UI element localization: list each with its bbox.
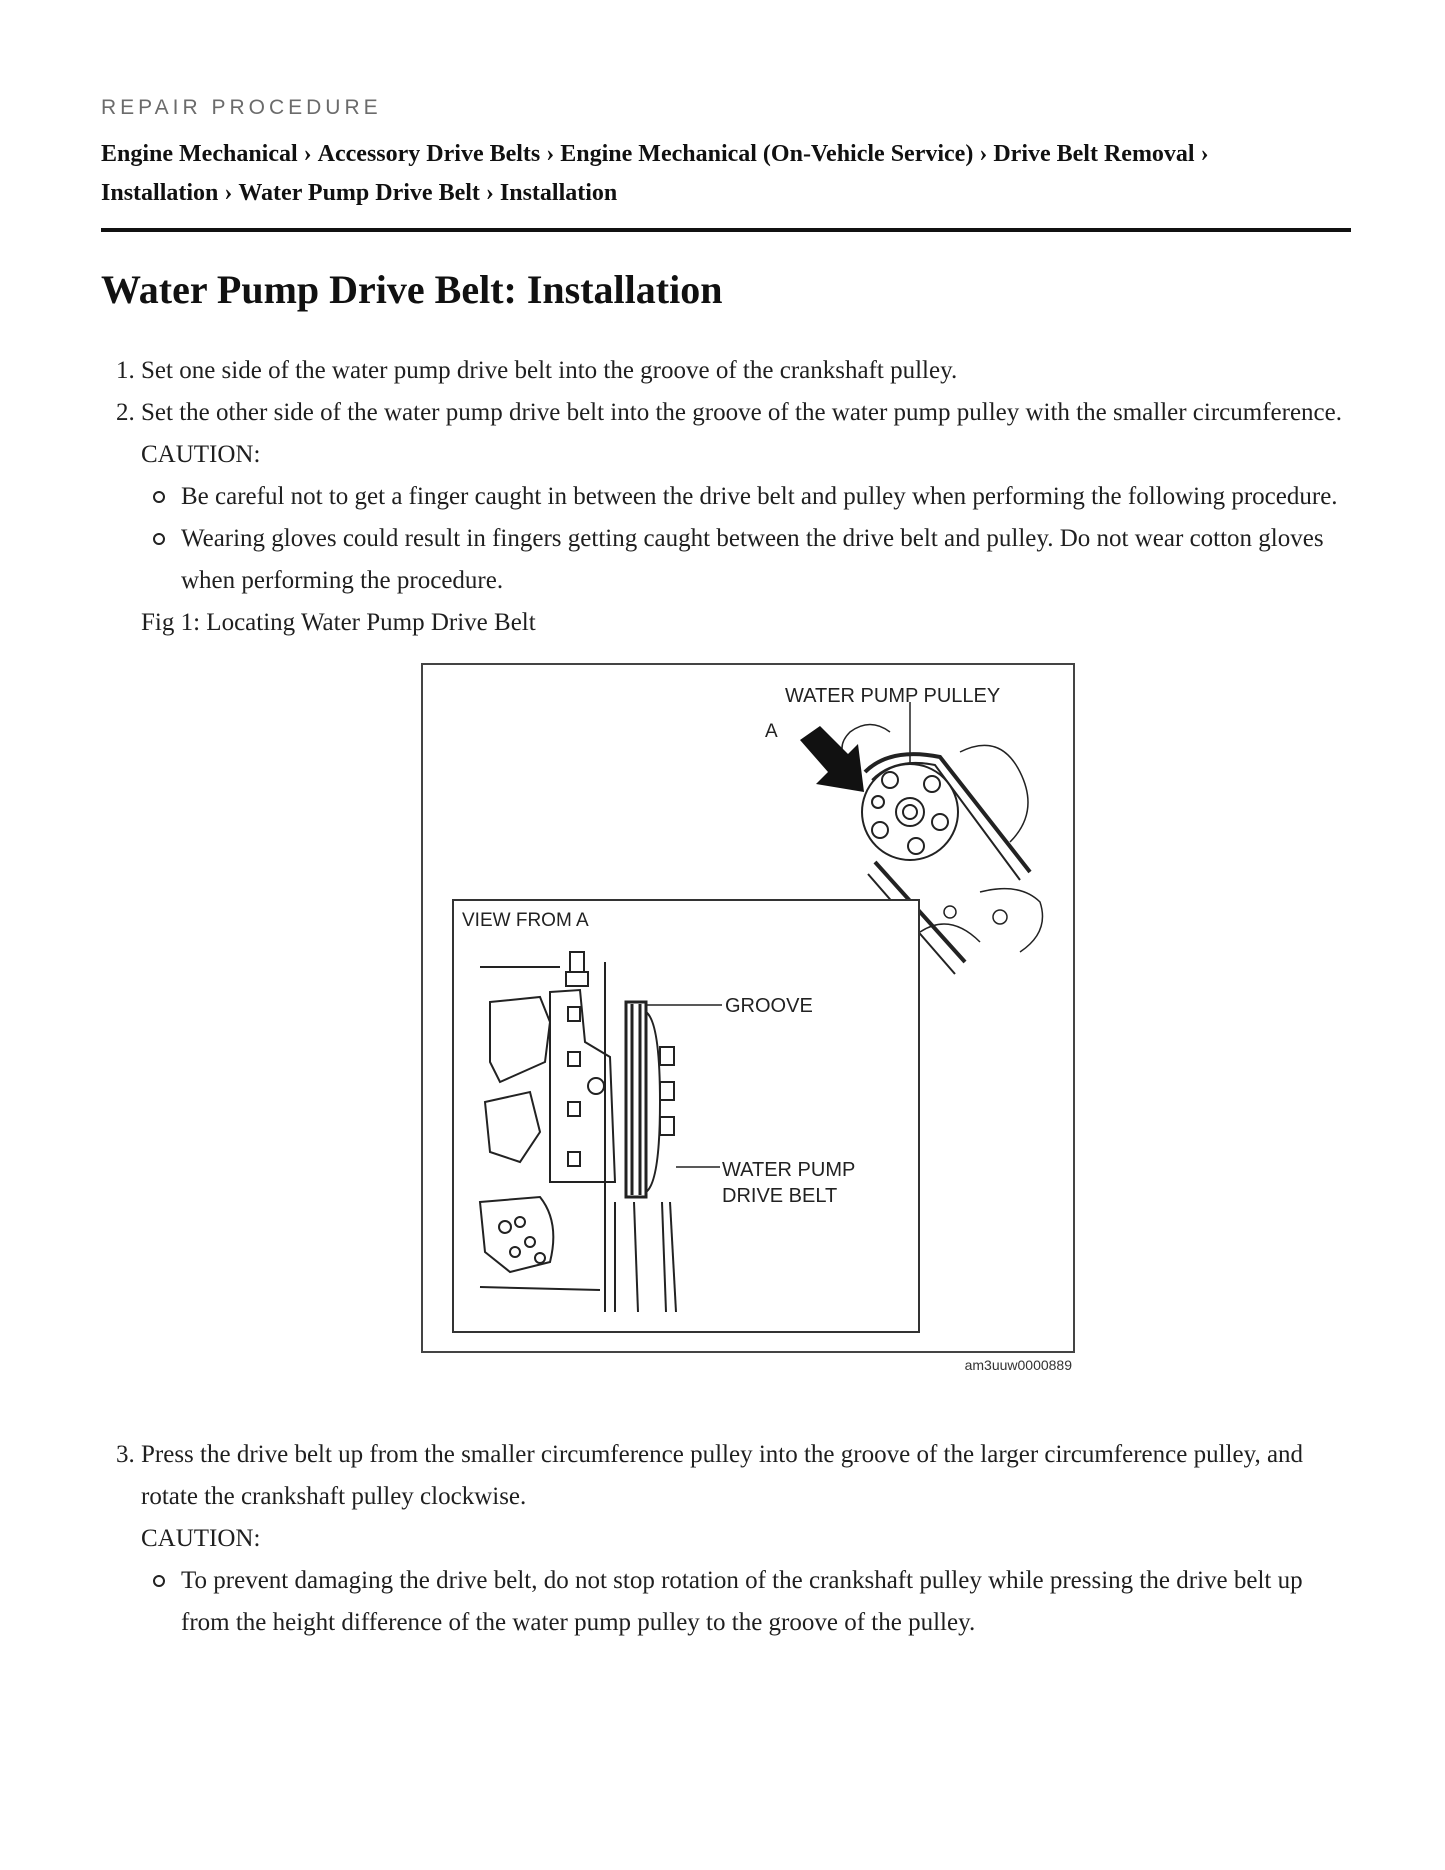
figure-caption: Fig 1: Locating Water Pump Drive Belt	[141, 609, 536, 636]
breadcrumb-item[interactable]: Drive Belt Removal	[993, 141, 1195, 167]
breadcrumb-separator: ›	[303, 141, 312, 167]
breadcrumb-separator: ›	[224, 180, 233, 206]
step-text: Press the drive belt up from the smaller circumference pulley into the groove of the larger circumference pulley, and rotate the crankshaft pulley clockwise.	[141, 1441, 1304, 1510]
breadcrumb-separator: ›	[979, 141, 988, 167]
step-item	[141, 350, 1351, 392]
step-item	[141, 392, 1351, 1434]
caution-list	[141, 1560, 1351, 1644]
step-text: Set one side of the water pump drive belt into the groove of the crankshaft pulley.	[141, 357, 958, 384]
label-view-from-a: VIEW FROM A	[462, 910, 589, 931]
caution-label: CAUTION:	[141, 1525, 261, 1552]
label-groove: GROOVE	[725, 995, 813, 1017]
breadcrumb-separator: ›	[485, 180, 494, 206]
caution-list	[141, 476, 1351, 602]
label-drive-belt-line1: WATER PUMP	[722, 1159, 856, 1181]
breadcrumb-item[interactable]: Engine Mechanical	[101, 141, 298, 167]
figure-id: am3uuw0000889	[964, 1357, 1072, 1373]
page-title: Water Pump Drive Belt: Installation	[101, 267, 723, 312]
step-text: Set the other side of the water pump drive belt into the groove of the water pump pulley with the smaller circumference.	[141, 399, 1343, 426]
header-divider	[101, 228, 1351, 232]
breadcrumb	[101, 135, 1351, 213]
label-drive-belt-line2: DRIVE BELT	[722, 1185, 838, 1207]
breadcrumb-item[interactable]: Installation	[101, 180, 219, 206]
view-from-a-frame	[453, 900, 919, 1332]
caution-item: Wearing gloves could result in fingers getting caught between the drive belt and pulley. Do not wear cotton gloves when performing the procedure.	[181, 518, 1351, 602]
figure-container	[141, 644, 1351, 1434]
water-pump-belt-diagram	[420, 662, 1080, 1422]
breadcrumb-separator: ›	[1200, 141, 1209, 167]
breadcrumb-item-current: Installation	[499, 180, 618, 206]
breadcrumb-separator: ›	[546, 141, 555, 167]
step-item	[141, 1434, 1351, 1644]
caution-label: CAUTION:	[141, 441, 261, 468]
breadcrumb-item[interactable]: Water Pump Drive Belt	[238, 180, 480, 206]
label-water-pump-pulley: WATER PUMP PULLEY	[785, 685, 1001, 707]
caution-item: Be careful not to get a finger caught in between the drive belt and pulley when performing the following procedure.	[181, 476, 1351, 518]
breadcrumb-item[interactable]: Accessory Drive Belts	[317, 141, 541, 167]
procedure-steps	[101, 350, 1351, 1644]
section-kicker: REPAIR PROCEDURE	[101, 96, 382, 119]
label-a: A	[765, 721, 778, 742]
caution-item: To prevent damaging the drive belt, do not stop rotation of the crankshaft pulley while pressing the drive belt up from the height difference of the water pump pulley to the groove of the pulley.	[181, 1560, 1351, 1644]
water-pump-pulley	[862, 764, 958, 860]
procedure-content	[101, 350, 1351, 1644]
view-arrow-icon	[800, 726, 864, 792]
breadcrumb-item[interactable]: Engine Mechanical (On-Vehicle Service)	[560, 141, 974, 167]
